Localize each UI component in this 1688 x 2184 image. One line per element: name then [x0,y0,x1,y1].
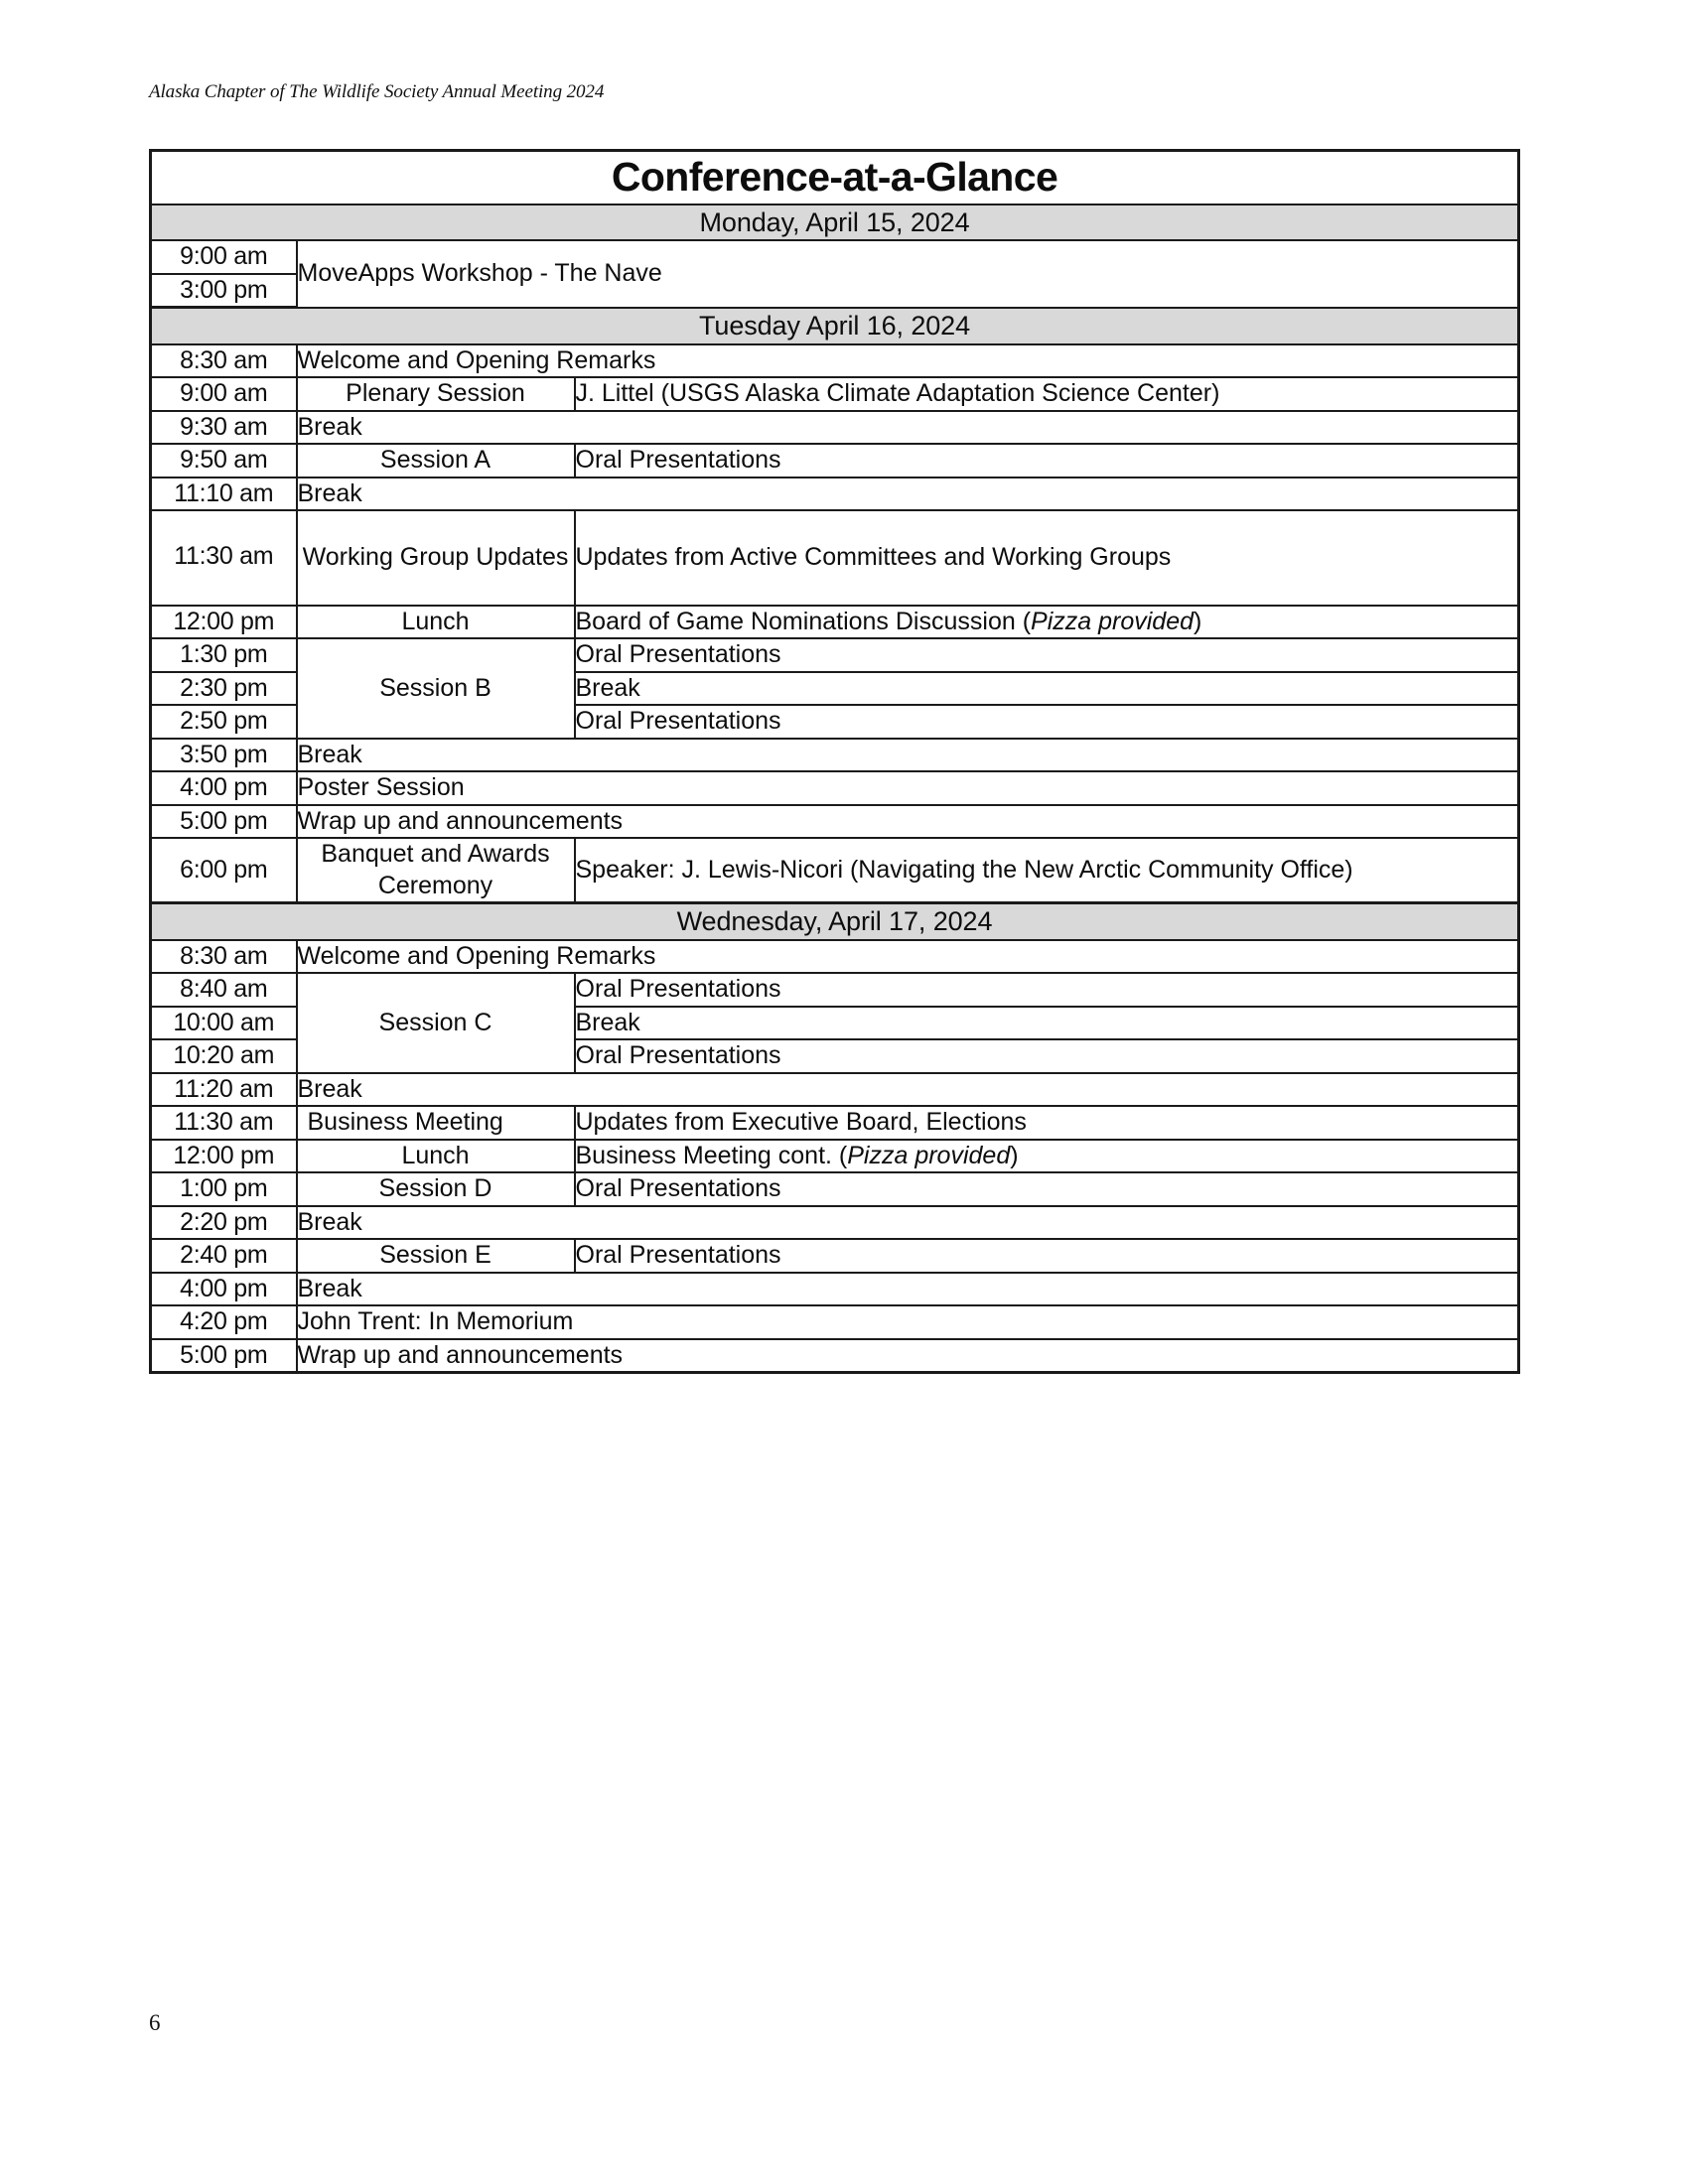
time-cell: 2:20 pm [151,1206,297,1240]
time-cell: 5:00 pm [151,805,297,839]
table-row [151,606,1519,639]
table-row [151,940,1519,974]
table-row [151,344,1519,378]
event-description-cell: Speaker: J. Lewis-Nicori (Navigating the New Arctic Community Office) [575,838,1519,903]
day-header-label: Wednesday, April 17, 2024 [676,906,993,937]
table-row [151,1273,1519,1306]
event-description-cell: MoveApps Workshop - The Nave [297,240,1519,308]
desc-text-lead: Board of Game Nominations Discussion ( [575,607,1032,635]
time-cell: 1:00 pm [151,1172,297,1206]
table-row [151,377,1519,411]
table-row [151,805,1519,839]
table-row [151,478,1519,511]
session-name-cell: Session D [297,1172,575,1206]
time-cell: 3:50 pm [151,739,297,772]
session-name-cell: Session E [297,1239,575,1273]
desc-text-tail: ) [1194,607,1202,635]
session-name-cell: Session C [297,973,575,1073]
time-cell: 11:30 am [151,510,297,606]
day-header-row-monday [151,205,1519,241]
event-description-cell: Welcome and Opening Remarks [297,344,1519,378]
event-description-cell: Oral Presentations [575,638,1519,672]
event-description-cell: Oral Presentations [575,1239,1519,1273]
page-title: Conference-at-a-Glance [611,154,1058,200]
session-name-cell: Business Meeting [297,1106,575,1140]
session-name-cell: Session A [297,444,575,478]
session-name-cell: Working Group Updates [297,510,575,606]
time-cell: 9:50 am [151,444,297,478]
time-cell: 4:00 pm [151,1273,297,1306]
table-row [151,973,1519,1007]
event-description-cell: Wrap up and announcements [297,805,1519,839]
time-cell: 6:00 pm [151,838,297,903]
time-cell: 4:20 pm [151,1305,297,1339]
running-head: Alaska Chapter of The Wildlife Society Annual Meeting 2024 [149,81,605,102]
time-cell: 10:00 am [151,1007,297,1040]
event-description-cell: Oral Presentations [575,1172,1519,1206]
event-description-cell: Oral Presentations [575,973,1519,1007]
event-description-cell: Break [297,411,1519,445]
time-cell: 3:00 pm [151,274,297,308]
event-description-cell: John Trent: In Memorium [297,1305,1519,1339]
event-description-cell [575,1140,1519,1173]
table-row [151,638,1519,672]
time-cell: 4:00 pm [151,771,297,805]
event-description-cell: Updates from Executive Board, Elections [575,1106,1519,1140]
time-cell: 9:00 am [151,377,297,411]
day-header-label: Monday, April 15, 2024 [699,206,970,237]
time-cell: 5:00 pm [151,1339,297,1373]
event-description-cell: Oral Presentations [575,1039,1519,1073]
time-cell: 2:50 pm [151,705,297,739]
event-description-cell: Welcome and Opening Remarks [297,940,1519,974]
time-cell: 9:30 am [151,411,297,445]
table-row [151,1305,1519,1339]
session-name-cell: Plenary Session [297,377,575,411]
table-row [151,1239,1519,1273]
day-header-monday [151,205,1519,241]
time-cell: 11:30 am [151,1106,297,1140]
desc-italic-note: Pizza provided [1031,607,1195,635]
time-cell: 9:00 am [151,240,297,274]
day-header-wednesday [151,903,1519,940]
desc-italic-note: Pizza provided [847,1141,1011,1169]
session-name-cell: Lunch [297,1140,575,1173]
event-description-cell: J. Littel (USGS Alaska Climate Adaptation Science Center) [575,377,1519,411]
time-cell: 8:30 am [151,344,297,378]
desc-text-lead: Business Meeting cont. ( [575,1141,848,1169]
time-cell: 10:20 am [151,1039,297,1073]
day-header-tuesday [151,308,1519,344]
event-description-cell: Oral Presentations [575,705,1519,739]
time-cell: 8:30 am [151,940,297,974]
table-title-row [151,151,1519,205]
table-row [151,1140,1519,1173]
conference-schedule-table [149,149,1520,1374]
table-row [151,1206,1519,1240]
event-description-cell: Wrap up and announcements [297,1339,1519,1373]
day-header-row-tuesday [151,308,1519,344]
desc-text-tail: ) [1010,1141,1019,1169]
day-header-row-wednesday [151,903,1519,940]
session-name-cell: Banquet and Awards Ceremony [297,838,575,903]
event-description-cell: Break [297,478,1519,511]
day-header-label: Tuesday April 16, 2024 [699,311,970,341]
time-cell: 12:00 pm [151,1140,297,1173]
page-number: 6 [149,2010,161,2035]
event-description-cell: Updates from Active Committees and Working Groups [575,510,1519,606]
table-row [151,838,1519,903]
event-description-cell: Poster Session [297,771,1519,805]
table-row [151,240,1519,274]
time-cell: 8:40 am [151,973,297,1007]
table-row [151,510,1519,606]
event-description-cell: Break [575,1007,1519,1040]
table-row [151,411,1519,445]
event-description-cell: Oral Presentations [575,444,1519,478]
time-cell: 11:20 am [151,1073,297,1107]
event-description-cell: Break [297,1206,1519,1240]
time-cell: 1:30 pm [151,638,297,672]
table-row [151,1073,1519,1107]
event-description-cell [575,606,1519,639]
time-cell: 2:30 pm [151,672,297,706]
time-cell: 12:00 pm [151,606,297,639]
table-title-cell [151,151,1519,205]
event-description-cell: Break [297,739,1519,772]
time-cell: 2:40 pm [151,1239,297,1273]
table-row [151,771,1519,805]
table-row [151,739,1519,772]
session-name-cell: Session B [297,638,575,739]
table-row [151,1172,1519,1206]
conference-at-a-glance-table-wrapper [149,149,1517,1374]
table-row [151,444,1519,478]
table-row [151,1106,1519,1140]
session-name-cell: Lunch [297,606,575,639]
event-description-cell: Break [575,672,1519,706]
event-description-cell: Break [297,1273,1519,1306]
table-row [151,1339,1519,1373]
time-cell: 11:10 am [151,478,297,511]
event-description-cell: Break [297,1073,1519,1107]
